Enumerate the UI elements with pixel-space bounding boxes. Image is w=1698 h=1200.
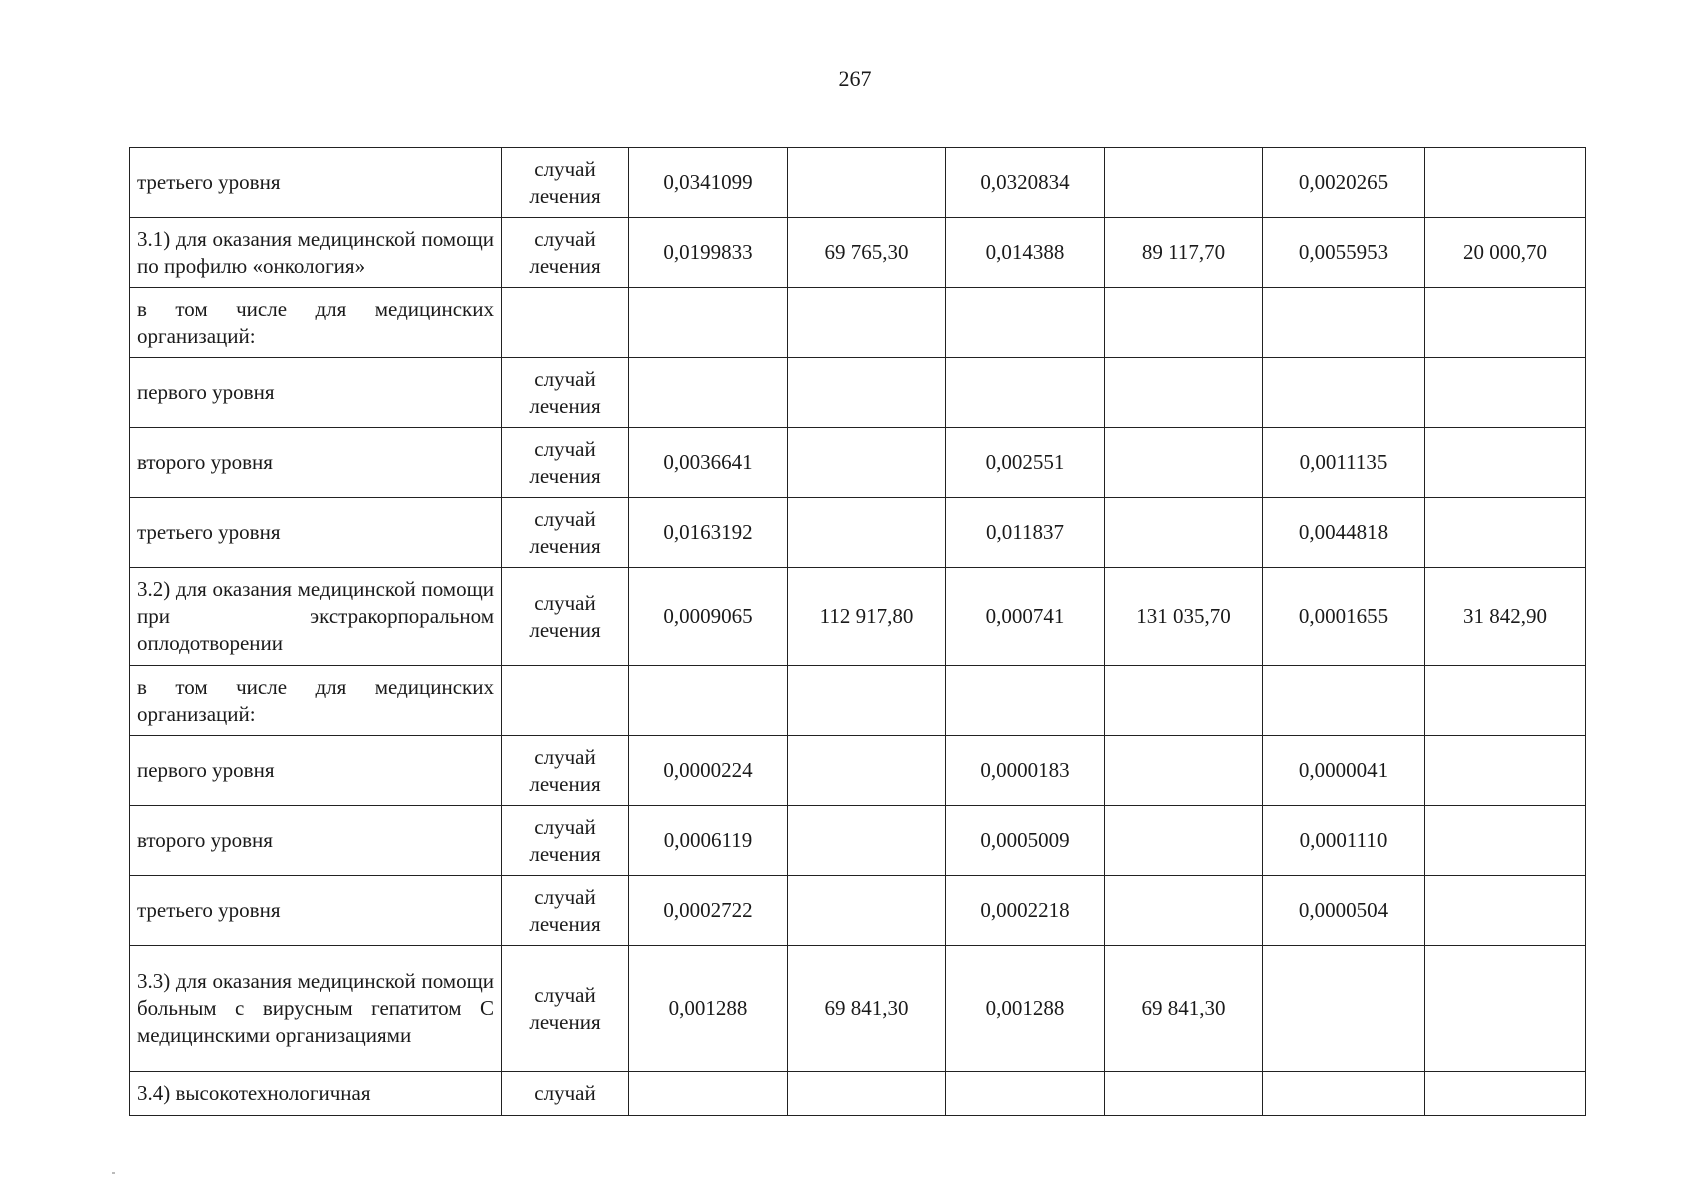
value-cell (1425, 806, 1586, 876)
value-cell: 0,002551 (946, 428, 1105, 498)
value-cell (946, 666, 1105, 736)
value-cell: 0,0163192 (629, 498, 788, 568)
value-cell: 31 842,90 (1425, 568, 1586, 666)
value-cell: 0,0000041 (1263, 736, 1425, 806)
row-name: первого уровня (130, 358, 502, 428)
value-cell (1425, 1072, 1586, 1116)
row-unit (502, 666, 629, 736)
value-cell: 0,0002722 (629, 876, 788, 946)
row-name: 3.3) для оказания медицинской помощи больным с вирусным гепатитом С медицинскими организациями (130, 946, 502, 1072)
value-cell (1425, 876, 1586, 946)
value-cell: 0,0006119 (629, 806, 788, 876)
value-cell (1105, 428, 1263, 498)
row-unit: случай лечения (502, 806, 629, 876)
value-cell (788, 148, 946, 218)
table-row (130, 946, 1586, 1072)
value-cell (1105, 288, 1263, 358)
row-unit: случай лечения (502, 498, 629, 568)
table-row (130, 498, 1586, 568)
row-unit: случай (502, 1072, 629, 1116)
value-cell (1425, 288, 1586, 358)
value-cell (946, 358, 1105, 428)
value-cell: 0,0011135 (1263, 428, 1425, 498)
row-name: 3.1) для оказания медицинской помощи по профилю «онкология» (130, 218, 502, 288)
value-cell: 0,0001655 (1263, 568, 1425, 666)
value-cell (1105, 358, 1263, 428)
row-unit: случай лечения (502, 876, 629, 946)
table-row (130, 148, 1586, 218)
value-cell (1425, 358, 1586, 428)
value-cell (788, 288, 946, 358)
value-cell (629, 288, 788, 358)
table-row (130, 428, 1586, 498)
value-cell: 69 841,30 (788, 946, 946, 1072)
table-row (130, 736, 1586, 806)
value-cell (1425, 428, 1586, 498)
value-cell: 0,001288 (946, 946, 1105, 1072)
row-name: второго уровня (130, 806, 502, 876)
value-cell (1105, 876, 1263, 946)
document-table (129, 147, 1586, 1116)
value-cell: 0,0009065 (629, 568, 788, 666)
page-number: 267 (838, 66, 872, 91)
value-cell (788, 358, 946, 428)
table-row (130, 288, 1586, 358)
value-cell: 0,0036641 (629, 428, 788, 498)
row-name: третьего уровня (130, 876, 502, 946)
value-cell: 0,0341099 (629, 148, 788, 218)
value-cell: 0,0044818 (1263, 498, 1425, 568)
table-row (130, 568, 1586, 666)
value-cell: 20 000,70 (1425, 218, 1586, 288)
row-unit: случай лечения (502, 148, 629, 218)
value-cell (1425, 498, 1586, 568)
value-cell (788, 736, 946, 806)
table-row (130, 876, 1586, 946)
value-cell: 0,014388 (946, 218, 1105, 288)
table-row (130, 1072, 1586, 1116)
value-cell: 0,0005009 (946, 806, 1105, 876)
table-row (130, 218, 1586, 288)
row-name: в том числе для медицинских организаций: (130, 666, 502, 736)
value-cell (1263, 288, 1425, 358)
value-cell: 69 765,30 (788, 218, 946, 288)
value-cell (1425, 666, 1586, 736)
row-unit: случай лечения (502, 428, 629, 498)
value-cell: 89 117,70 (1105, 218, 1263, 288)
value-cell (1105, 498, 1263, 568)
value-cell: 0,001288 (629, 946, 788, 1072)
value-cell (1105, 666, 1263, 736)
table-row (130, 666, 1586, 736)
value-cell: 69 841,30 (1105, 946, 1263, 1072)
table-row (130, 806, 1586, 876)
value-cell: 0,0000224 (629, 736, 788, 806)
row-name: первого уровня (130, 736, 502, 806)
row-unit: случай лечения (502, 736, 629, 806)
value-cell (1105, 1072, 1263, 1116)
row-unit: случай лечения (502, 358, 629, 428)
value-cell (1105, 148, 1263, 218)
row-unit (502, 288, 629, 358)
value-cell (788, 428, 946, 498)
row-name: второго уровня (130, 428, 502, 498)
value-cell (788, 498, 946, 568)
value-cell (946, 288, 1105, 358)
table-row (130, 358, 1586, 428)
value-cell: 0,0055953 (1263, 218, 1425, 288)
value-cell (1105, 806, 1263, 876)
value-cell: 0,0001110 (1263, 806, 1425, 876)
value-cell: 0,000741 (946, 568, 1105, 666)
value-cell (1263, 946, 1425, 1072)
value-cell: 0,0320834 (946, 148, 1105, 218)
value-cell (1263, 1072, 1425, 1116)
value-cell: 112 917,80 (788, 568, 946, 666)
value-cell (788, 1072, 946, 1116)
value-cell: 0,0020265 (1263, 148, 1425, 218)
value-cell (788, 666, 946, 736)
row-unit: случай лечения (502, 218, 629, 288)
value-cell: 0,0000183 (946, 736, 1105, 806)
value-cell (1105, 736, 1263, 806)
value-cell (788, 806, 946, 876)
row-unit: случай лечения (502, 568, 629, 666)
value-cell (1425, 946, 1586, 1072)
row-name: в том числе для медицинских организаций: (130, 288, 502, 358)
row-name: третьего уровня (130, 498, 502, 568)
value-cell: 0,011837 (946, 498, 1105, 568)
row-name: третьего уровня (130, 148, 502, 218)
value-cell (1263, 358, 1425, 428)
row-unit: случай лечения (502, 946, 629, 1072)
value-cell: 131 035,70 (1105, 568, 1263, 666)
scan-artifact (112, 1172, 115, 1174)
value-cell (1263, 666, 1425, 736)
value-cell (629, 358, 788, 428)
value-cell (1425, 148, 1586, 218)
value-cell (946, 1072, 1105, 1116)
value-cell: 0,0002218 (946, 876, 1105, 946)
value-cell (629, 666, 788, 736)
value-cell: 0,0000504 (1263, 876, 1425, 946)
value-cell (1425, 736, 1586, 806)
value-cell (629, 1072, 788, 1116)
row-name: 3.2) для оказания медицинской помощи при экстракорпоральном оплодотворении (130, 568, 502, 666)
value-cell: 0,0199833 (629, 218, 788, 288)
value-cell (788, 876, 946, 946)
row-name: 3.4) высокотехнологичная (130, 1072, 502, 1116)
